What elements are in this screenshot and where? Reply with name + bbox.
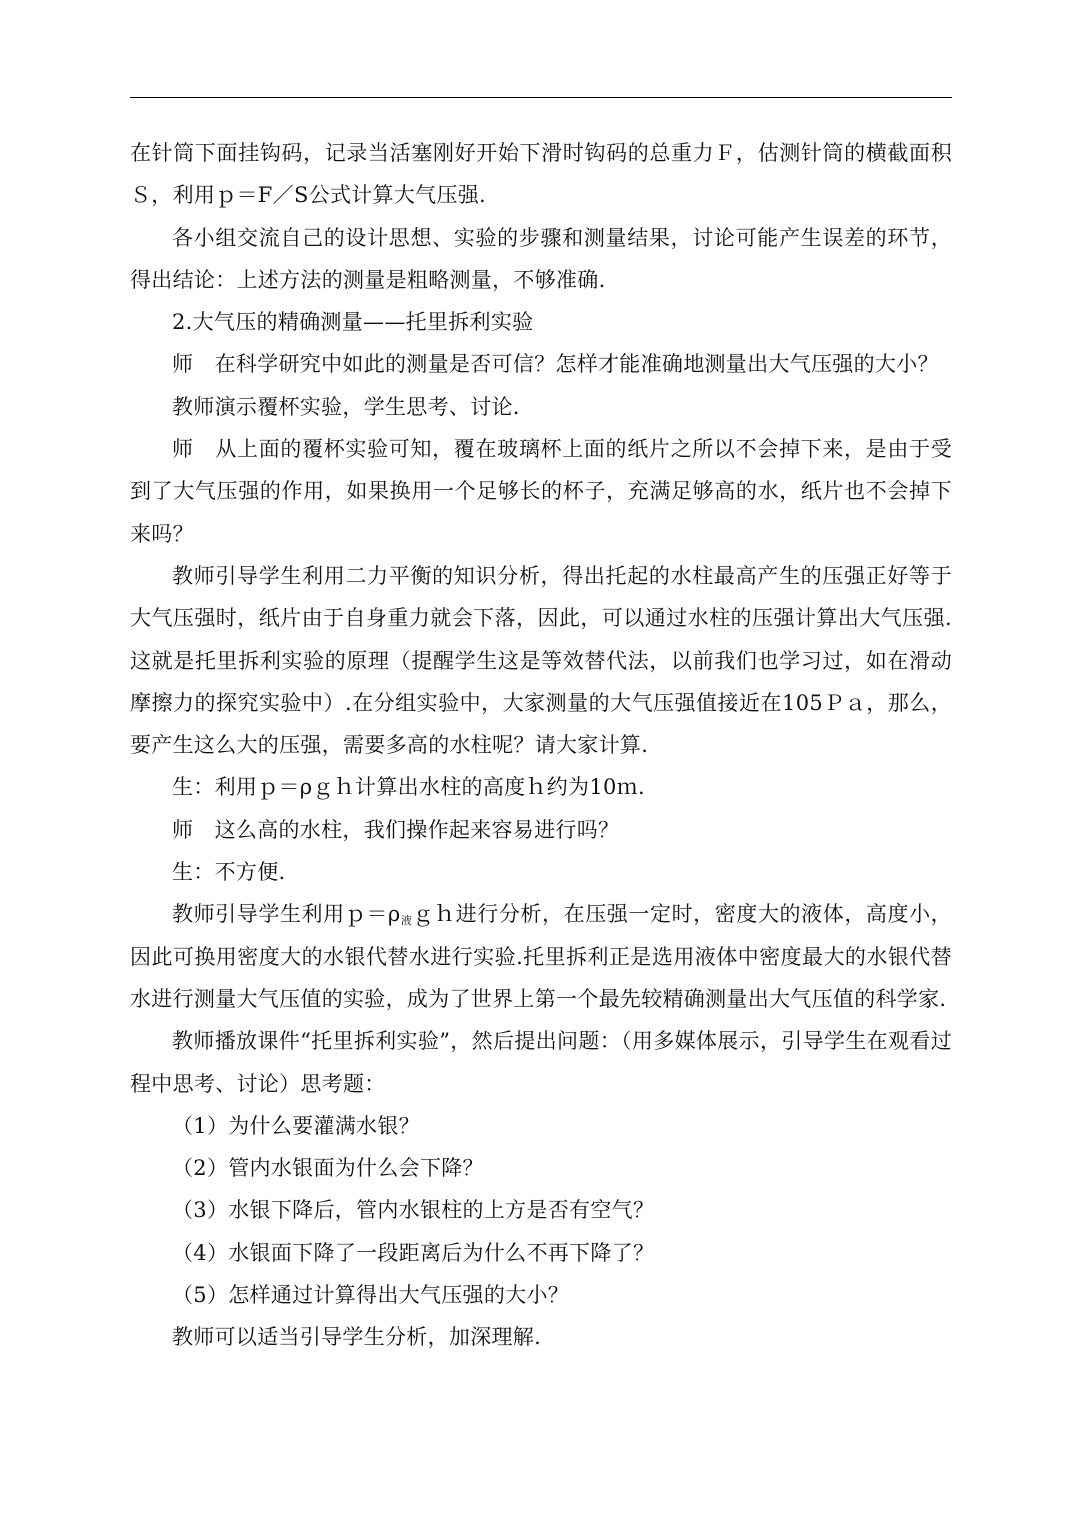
paragraph-teacher-water-column: 师 这么高的水柱，我们操作起来容易进行吗？ bbox=[172, 817, 620, 842]
paragraph-group-discussion: 各小组交流自己的设计思想、实验的步骤和测量结果，讨论可能产生误差的环节，得出结论：上述方法的测量是粗略测量，不够准确. bbox=[130, 225, 952, 292]
question-item: （5）怎样通过计算得出大气压强的大小？ bbox=[172, 1283, 570, 1308]
paragraph-closing: 教师可以适当引导学生分析，加深理解. bbox=[172, 1325, 542, 1350]
question-item: （2）管内水银面为什么会下降？ bbox=[172, 1156, 484, 1181]
paragraph-student-answer: 生：不方便. bbox=[172, 860, 286, 885]
paragraph-syringe-method: 在针筒下面挂钩码，记录当活塞刚好开始下滑时钩码的总重力Ｆ，估测针筒的横截面积Ｓ，利用ｐ＝F／S公式计算大气压强. bbox=[130, 141, 952, 208]
paragraph-teacher-question: 师 在科学研究中如此的测量是否可信？怎样才能准确地测量出大气压强的大小？ bbox=[172, 352, 939, 377]
question-item: （4）水银面下降了一段距离后为什么不再下降了？ bbox=[172, 1240, 655, 1265]
paragraph-courseware: 教师播放课件“托里拆利实验”，然后提出问题：（用多媒体展示，引导学生在观看过程中思考、讨论）思考题： bbox=[130, 1029, 952, 1096]
question-item: （1）为什么要灌满水银？ bbox=[172, 1113, 420, 1138]
document-body bbox=[130, 132, 952, 1359]
section-heading-torricelli: 2.大气压的精确测量——托里拆利实验 bbox=[172, 310, 534, 335]
paragraph-student-calc: 生：利用ｐ＝ρｇｈ计算出水柱的高度ｈ约为10ｍ. bbox=[172, 775, 645, 800]
header-rule bbox=[130, 97, 952, 98]
paragraph-density-analysis bbox=[130, 893, 952, 1020]
density-text-after: ｇｈ进行分析，在压强一定时，密度大的液体，高度小，因此可换用密度大的水银代替水进行实验.托里拆利正是选用液体中密度最大的水银代替水进行测量大气压值的实验，成为了世界上第一个最先较精确测量出大气压值的科学家. bbox=[130, 902, 952, 1011]
density-subscript: 液 bbox=[400, 914, 413, 928]
density-text-before: 教师引导学生利用ｐ＝ρ bbox=[172, 902, 401, 927]
paragraph-teacher-cup-question: 师 从上面的覆杯实验可知，覆在玻璃杯上面的纸片之所以不会掉下来，是由于受到了大气压强的作用，如果换用一个足够长的杯子，充满足够高的水，纸片也不会掉下来吗？ bbox=[130, 437, 952, 546]
paragraph-cup-demo: 教师演示覆杯实验，学生思考、讨论. bbox=[172, 394, 520, 419]
question-item: （3）水银下降后，管内水银柱的上方是否有空气？ bbox=[172, 1198, 655, 1223]
paragraph-balance-analysis: 教师引导学生利用二力平衡的知识分析，得出托起的水柱最高产生的压强正好等于大气压强时，纸片由于自身重力就会下落，因此，可以通过水柱的压强计算出大气压强.这就是托里拆利实验的原理（提醒学生这是等效替代法，以前我们也学习过，如在滑动摩擦力的探究实验中）.在分组实验中，大家测量的大气压强值接近在105Ｐａ，那么，要产生这么大的压强，需要多高的水柱呢？请大家计算. bbox=[130, 563, 952, 758]
